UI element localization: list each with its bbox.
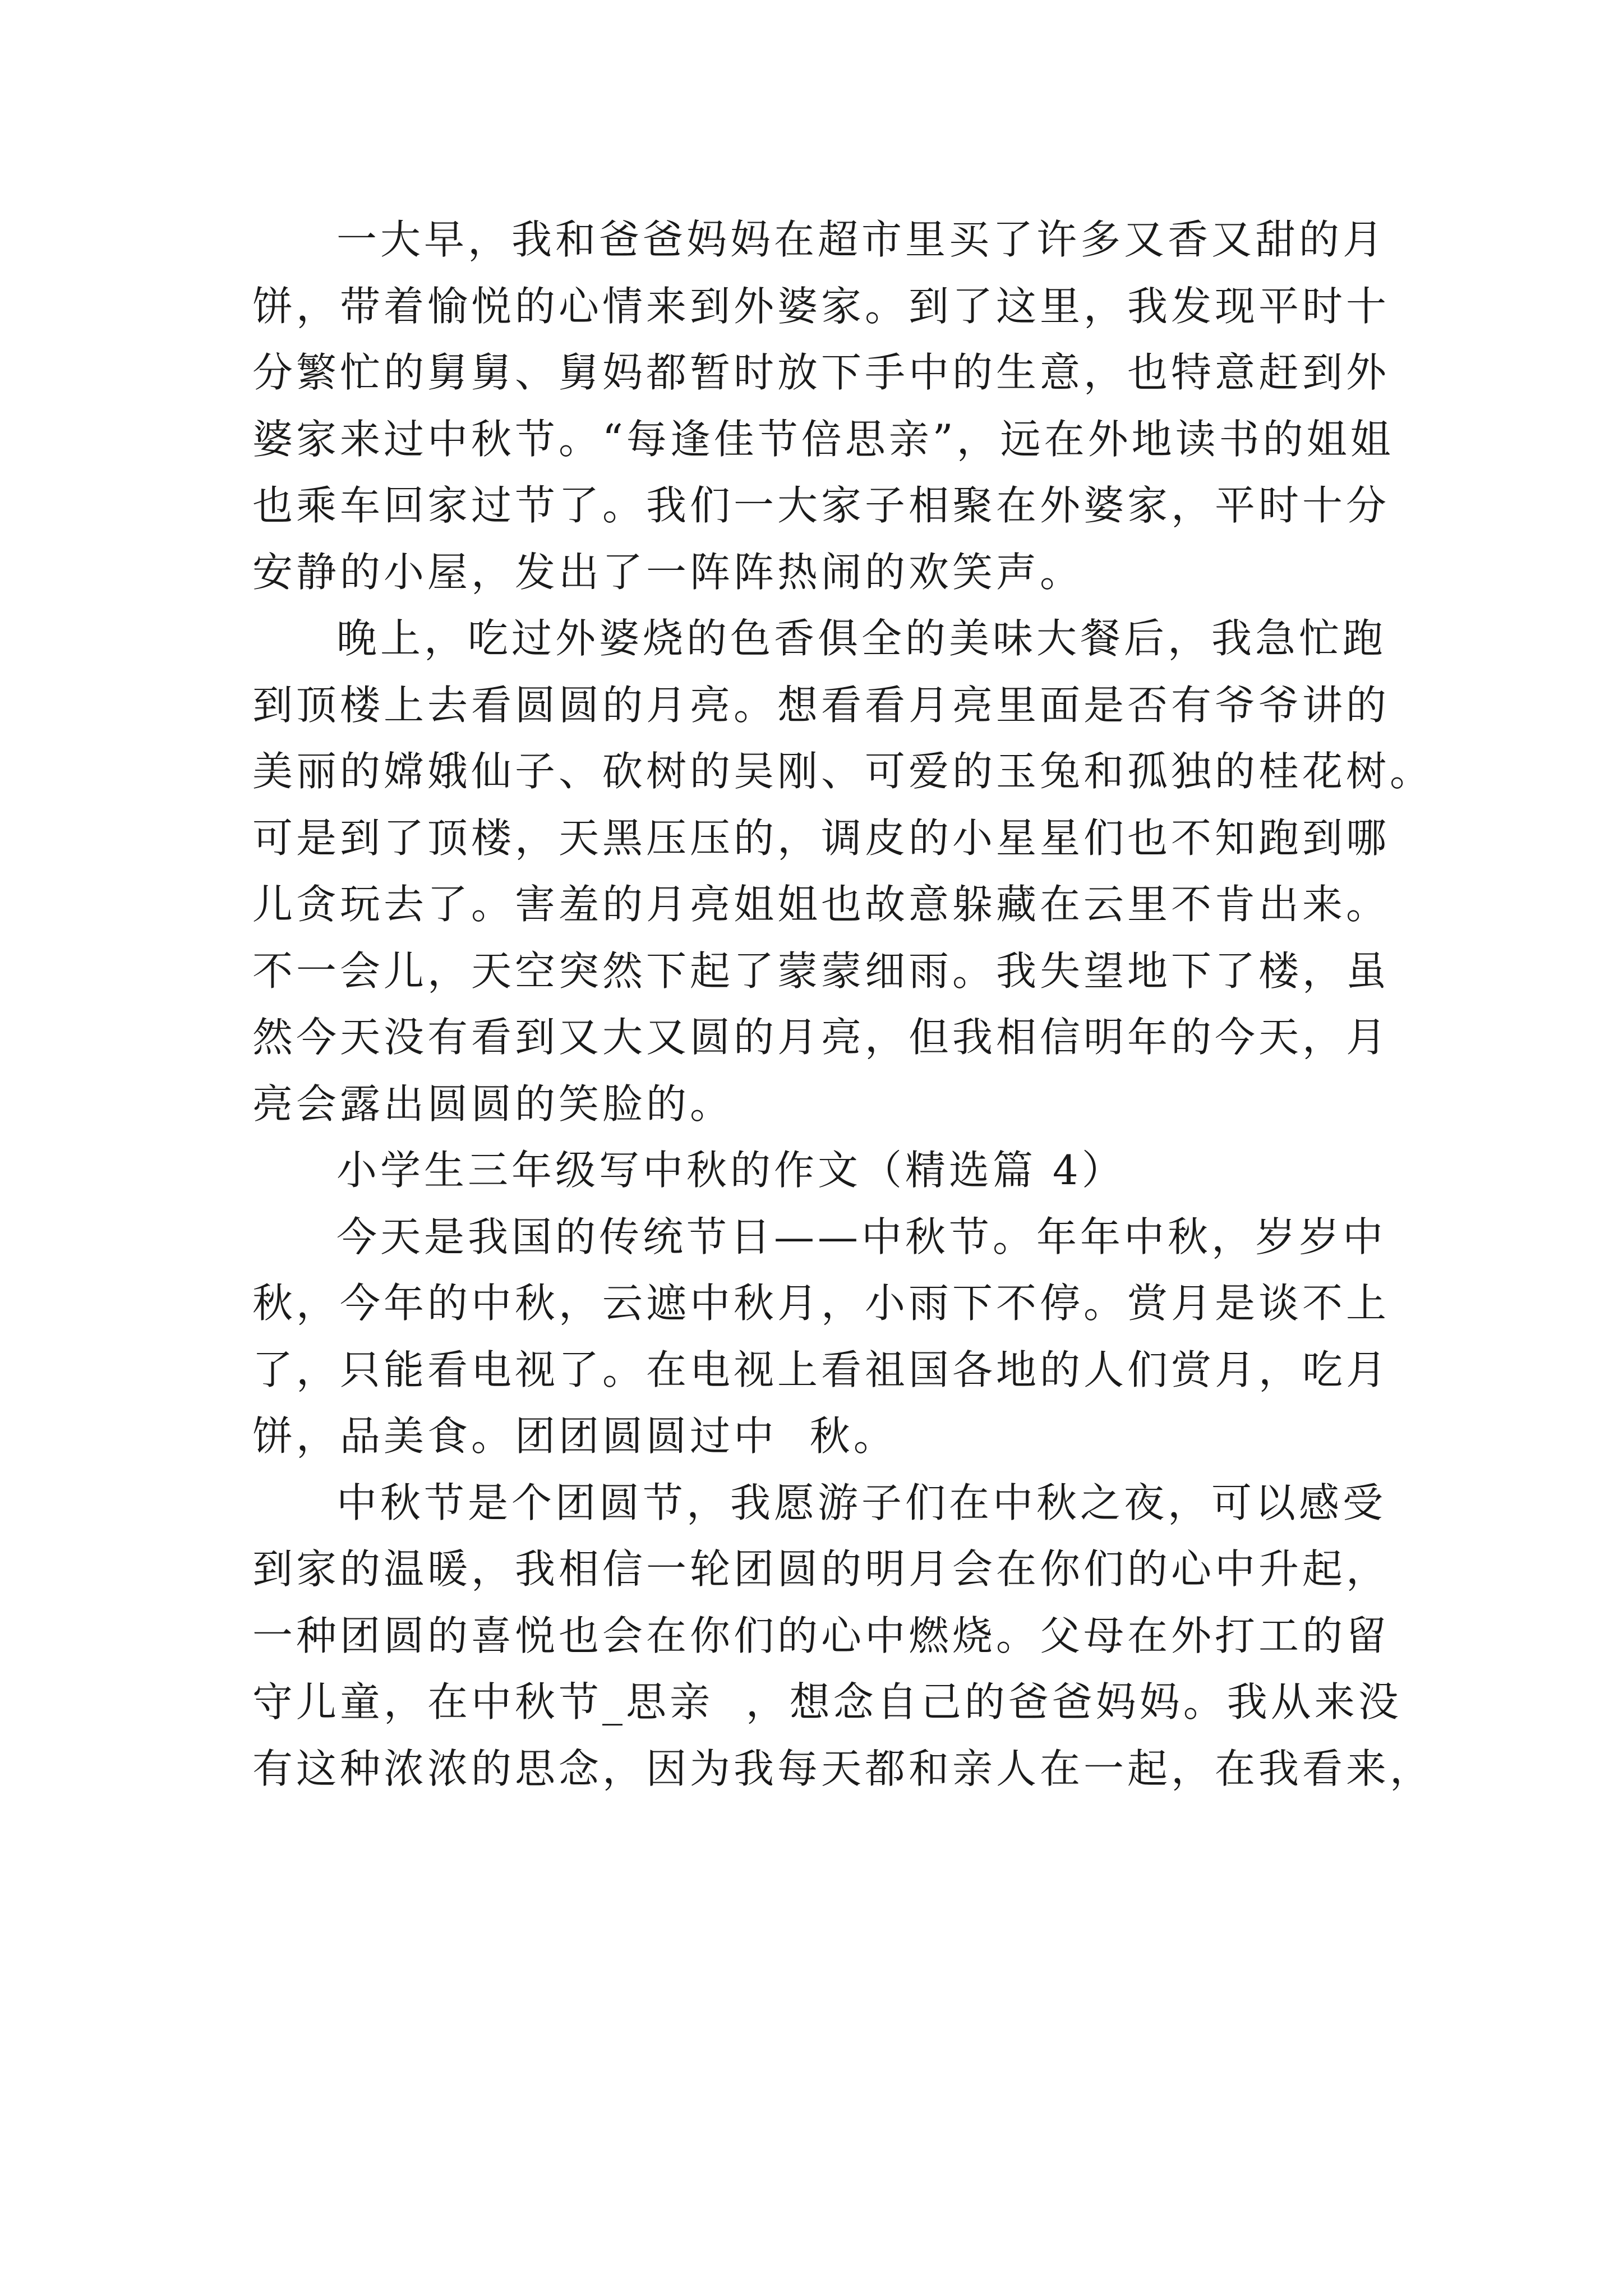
section-title: 小学生三年级写中秋的作文（精选篇 4） bbox=[336, 1147, 1126, 1194]
text-line: 然今天没有看到又大又圆的月亮，但我相信明年的今天，月 bbox=[252, 1014, 1390, 1061]
text-line: 美丽的嫦娥仙子、砍树的吴刚、可爱的玉兔和孤独的桂花树。 bbox=[252, 748, 1434, 795]
text-line: 晚上，吃过外婆烧的色香俱全的美味大餐后，我急忙跑 bbox=[336, 615, 1387, 662]
text-line: 安静的小屋，发出了一阵阵热闹的欢笑声。 bbox=[252, 548, 1084, 596]
text-line: 可是到了顶楼，天黑压压的，调皮的小星星们也不知跑到哪 bbox=[252, 814, 1390, 862]
text-line: 了，只能看电视了。在电视上看祖国各地的人们赏月，吃月 bbox=[252, 1346, 1390, 1393]
paragraph-festival bbox=[252, 1204, 1390, 1470]
text-line: 有这种浓浓的思念，因为我每天都和亲人在一起，在我看来， bbox=[252, 1745, 1434, 1792]
text-line: 一种团圆的喜悦也会在你们的心中燃烧。父母在外打工的留 bbox=[252, 1612, 1390, 1659]
text-line: 婆家来过中秋节。“每逢佳节倍思亲”，远在外地读书的姐姐 bbox=[252, 415, 1394, 463]
text-line: 不一会儿，天空突然下起了蒙蒙细雨。我失望地下了楼，虽 bbox=[252, 947, 1390, 995]
text-line: 中秋节是个团圆节，我愿游子们在中秋之夜，可以感受 bbox=[336, 1479, 1387, 1526]
text-line: 分繁忙的舅舅、舅妈都暂时放下手中的生意，也特意赶到外 bbox=[252, 349, 1390, 396]
paragraph-evening bbox=[252, 605, 1434, 1137]
paragraph-arrival bbox=[252, 206, 1394, 605]
text-line: 秋，今年的中秋，云遮中秋月，小雨下不停。赏月是谈不上 bbox=[252, 1280, 1390, 1327]
text-line: 到顶楼上去看圆圆的月亮。想看看月亮里面是否有爷爷讲的 bbox=[252, 681, 1390, 729]
document-body bbox=[252, 206, 1434, 1802]
text-line: 亮会露出圆圆的笑脸的。 bbox=[252, 1080, 734, 1128]
text-line: 儿贪玩去了。害羞的月亮姐姐也故意躲藏在云里不肯出来。 bbox=[252, 881, 1390, 928]
text-line: 守儿童，在中秋节_思亲 ，想念自己的爸爸妈妈。我从来没 bbox=[252, 1678, 1402, 1726]
text-line: 今天是我国的传统节日——中秋节。年年中秋，岁岁中 bbox=[336, 1213, 1387, 1260]
section-heading bbox=[252, 1137, 1374, 1204]
text-line: 也乘车回家过节了。我们一大家子相聚在外婆家，平时十分 bbox=[252, 482, 1390, 529]
paragraph-reunion bbox=[252, 1470, 1434, 1802]
text-line: 饼，带着愉悦的心情来到外婆家。到了这里，我发现平时十 bbox=[252, 282, 1390, 330]
text-line: 饼，品美食。团团圆圆过中 秋。 bbox=[252, 1412, 897, 1460]
text-line: 到家的温暖，我相信一轮团圆的明月会在你们的心中升起， bbox=[252, 1545, 1390, 1593]
text-line: 一大早，我和爸爸妈妈在超市里买了许多又香又甜的月 bbox=[336, 216, 1387, 263]
